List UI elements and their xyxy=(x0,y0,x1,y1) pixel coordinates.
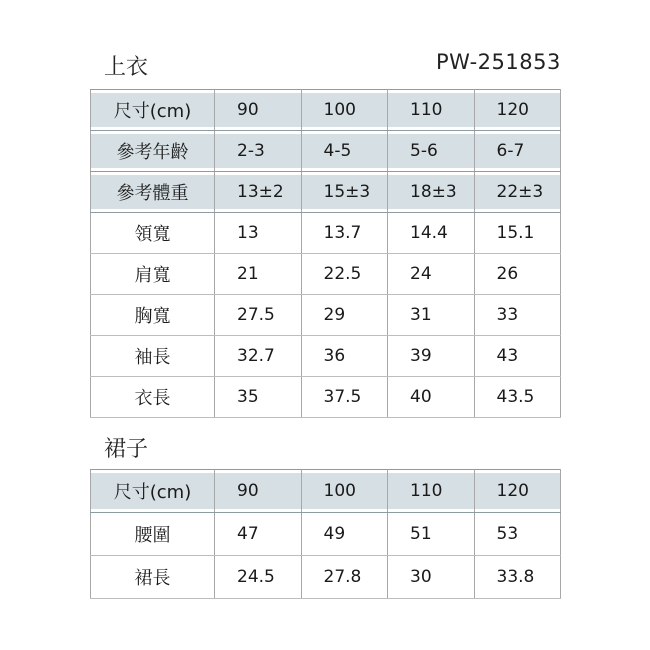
table-cell: 39 xyxy=(388,336,475,377)
row-label: 領寬 xyxy=(91,213,215,254)
table-row xyxy=(91,513,561,556)
row-label: 尺寸(cm) xyxy=(91,90,215,131)
table-cell: 37.5 xyxy=(301,377,388,418)
table-row xyxy=(91,556,561,599)
table-cell: 21 xyxy=(215,254,302,295)
row-label: 參考年齡 xyxy=(91,131,215,172)
header-row xyxy=(91,131,561,172)
table-cell: 4-5 xyxy=(301,131,388,172)
table-cell: 33.8 xyxy=(474,556,561,599)
table-cell: 5-6 xyxy=(388,131,475,172)
table-cell: 33 xyxy=(474,295,561,336)
table-cell: 14.4 xyxy=(388,213,475,254)
table-cell: 43.5 xyxy=(474,377,561,418)
table-cell: 22.5 xyxy=(301,254,388,295)
table-cell: 15.1 xyxy=(474,213,561,254)
top-size-table xyxy=(90,89,561,418)
skirt-section-title: 裙子 xyxy=(104,437,149,462)
row-label: 尺寸(cm) xyxy=(91,470,215,513)
row-label: 肩寬 xyxy=(91,254,215,295)
table-cell: 18±3 xyxy=(388,172,475,213)
row-label: 袖長 xyxy=(91,336,215,377)
table-cell: 6-7 xyxy=(474,131,561,172)
table-cell: 22±3 xyxy=(474,172,561,213)
top-section-title: 上衣 xyxy=(104,55,149,80)
header-row xyxy=(91,470,561,513)
table-cell: 90 xyxy=(215,90,302,131)
table-cell: 26 xyxy=(474,254,561,295)
table-cell: 90 xyxy=(215,470,302,513)
table-row xyxy=(91,254,561,295)
row-label: 腰圍 xyxy=(91,513,215,556)
product-code: PW-251853 xyxy=(436,50,561,74)
table-cell: 13±2 xyxy=(215,172,302,213)
table-cell: 120 xyxy=(474,90,561,131)
header-row xyxy=(91,90,561,131)
table-row xyxy=(91,377,561,418)
table-cell: 36 xyxy=(301,336,388,377)
table-cell: 35 xyxy=(215,377,302,418)
row-label: 裙長 xyxy=(91,556,215,599)
table-cell: 110 xyxy=(388,470,475,513)
table-cell: 30 xyxy=(388,556,475,599)
table-cell: 31 xyxy=(388,295,475,336)
table-cell: 27.8 xyxy=(301,556,388,599)
table-cell: 120 xyxy=(474,470,561,513)
table-cell: 40 xyxy=(388,377,475,418)
table-row xyxy=(91,336,561,377)
table-cell: 53 xyxy=(474,513,561,556)
table-cell: 47 xyxy=(215,513,302,556)
table-cell: 49 xyxy=(301,513,388,556)
header-row xyxy=(91,172,561,213)
row-label: 胸寬 xyxy=(91,295,215,336)
table-cell: 43 xyxy=(474,336,561,377)
table-row xyxy=(91,213,561,254)
table-cell: 32.7 xyxy=(215,336,302,377)
table-cell: 2-3 xyxy=(215,131,302,172)
row-label: 衣長 xyxy=(91,377,215,418)
table-cell: 110 xyxy=(388,90,475,131)
table-cell: 24 xyxy=(388,254,475,295)
row-label: 參考體重 xyxy=(91,172,215,213)
table-cell: 13 xyxy=(215,213,302,254)
table-cell: 15±3 xyxy=(301,172,388,213)
table-cell: 51 xyxy=(388,513,475,556)
table-cell: 100 xyxy=(301,90,388,131)
table-cell: 24.5 xyxy=(215,556,302,599)
table-cell: 13.7 xyxy=(301,213,388,254)
table-cell: 27.5 xyxy=(215,295,302,336)
table-cell: 29 xyxy=(301,295,388,336)
table-cell: 100 xyxy=(301,470,388,513)
skirt-size-table xyxy=(90,469,561,599)
table-row xyxy=(91,295,561,336)
